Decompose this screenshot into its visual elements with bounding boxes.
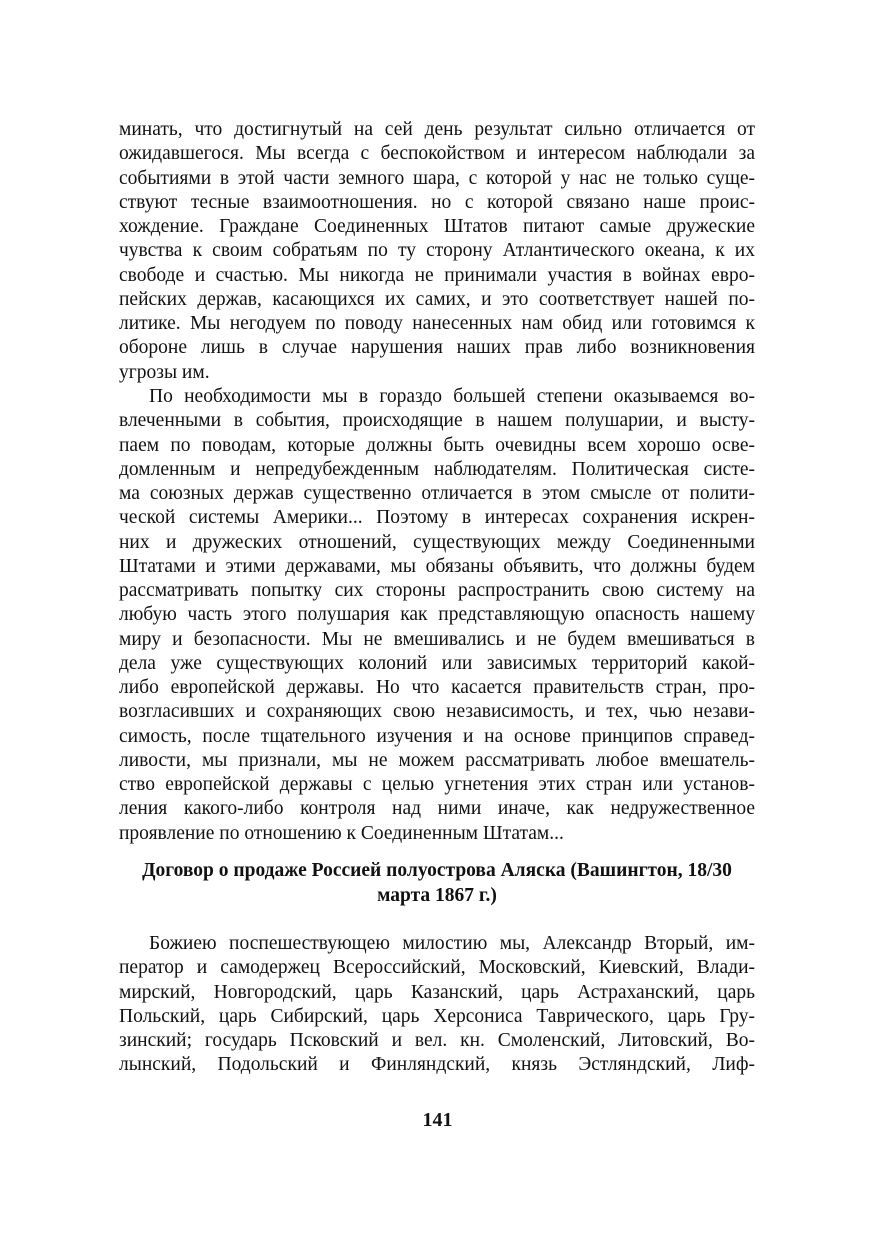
text-line: ство европейской державы с целью угнетения этих стран или установ- <box>119 774 755 795</box>
text-line: ператор и самодержец Всероссийский, Московский, Киевский, Влади- <box>119 957 755 979</box>
text-line: обороне лишь в случае нарушения наших прав либо возникновения <box>119 337 755 359</box>
page-number: 141 <box>422 1109 453 1131</box>
text-line: ожидавшегося. Мы всегда с беспокойством и интересом наблюдали за <box>119 143 755 165</box>
text-line: рассматривать попытку сих стороны распространить свою систему на <box>119 580 755 601</box>
text-line: проявление по отношению к Соединенным Штатам... <box>119 822 564 844</box>
text-line: домленным и непредубежденным наблюдателям. Политическая систе- <box>119 458 755 480</box>
text-line: пейских держав, касающихся их самих, и это соответствует нашей по- <box>119 288 755 310</box>
text-line: ма союзных держав существенно отличается в этом смысле от полити- <box>119 483 755 504</box>
text-line: мирский, Новгородский, царь Казанский, царь Астраханский, царь <box>119 981 755 1003</box>
text-line: миру и безопасности. Мы не вмешивались и не будем вмешиваться в <box>119 628 755 650</box>
text-line: угрозы им. <box>119 361 210 383</box>
text-line: влеченными в события, происходящие в нашем полушарии, и высту- <box>119 410 755 432</box>
text-line: зинский; государь Псковский и вел. кн. Смоленский, Литовский, Во- <box>119 1030 755 1051</box>
text-line: паем по поводам, которые должны быть очевидны всем хорошо осве- <box>119 434 755 456</box>
text-line: Божиею поспешествующею милостию мы, Александр Вторый, им- <box>149 933 755 954</box>
text-line: свободе и счастью. Мы никогда не принимали участия в войнах евро- <box>119 264 755 286</box>
paragraph-continued <box>119 118 755 385</box>
text-line: ливости, мы признали, мы не можем рассматривать любое вмешатель- <box>119 749 755 771</box>
text-line: ствуют тесные взаимоотношения. но с которой связано наше проис- <box>119 191 755 213</box>
text-line: возгласивших и сохраняющих свою независимость, и тех, чью незави- <box>119 701 755 723</box>
text-line: Штатами и этими державами, мы обязаны объявить, что должны будем <box>119 555 755 577</box>
text-line: симость, после тщательного изучения и на основе принципов справед- <box>119 725 755 747</box>
text-line: ческой системы Америки... Поэтому в интересах сохранения искрен- <box>119 507 755 529</box>
text-line: Польский, царь Сибирский, царь Херсониса Таврического, царь Гру- <box>119 1005 755 1027</box>
text-line: них и дружеских отношений, существующих между Соединенными <box>119 531 755 553</box>
text-line: либо европейской державы. Но что касается правительств стран, про- <box>119 677 755 698</box>
text-line: По необходимости мы в гораздо большей степени оказываемся во- <box>149 386 755 407</box>
text-line: ления какого-либо контроля над ними иначе, как недружественное <box>119 798 755 820</box>
text-line: хождение. Граждане Соединенных Штатов питают самые дружеские <box>119 216 755 237</box>
text-line: минать, что достигнутый на сей день результат сильно отличается от <box>119 119 755 140</box>
text-line: лынский, Подольский и Финляндский, князь Эстляндский, Лиф- <box>119 1054 755 1076</box>
text-line: событиями в этой части земного шара, с которой у нас не только суще- <box>119 167 755 189</box>
text-line: чувства к своим собратьям по ту сторону Атлантического океана, к их <box>119 240 755 262</box>
paragraph <box>119 932 755 1078</box>
text-line: дела уже существующих колоний или зависимых территорий какой- <box>119 652 755 674</box>
heading-line: Договор о продаже Россией полуострова Аляска (Вашингтон, 18/30 <box>142 860 732 881</box>
text-line: литике. Мы негодуем по поводу нанесенных нам обид или готовимся к <box>119 313 755 334</box>
heading-line: марта 1867 г.) <box>377 885 497 906</box>
text-line: любую часть этого полушария как представляющую опасность нашему <box>119 604 755 626</box>
paragraph <box>119 385 755 846</box>
section-heading <box>119 858 755 908</box>
